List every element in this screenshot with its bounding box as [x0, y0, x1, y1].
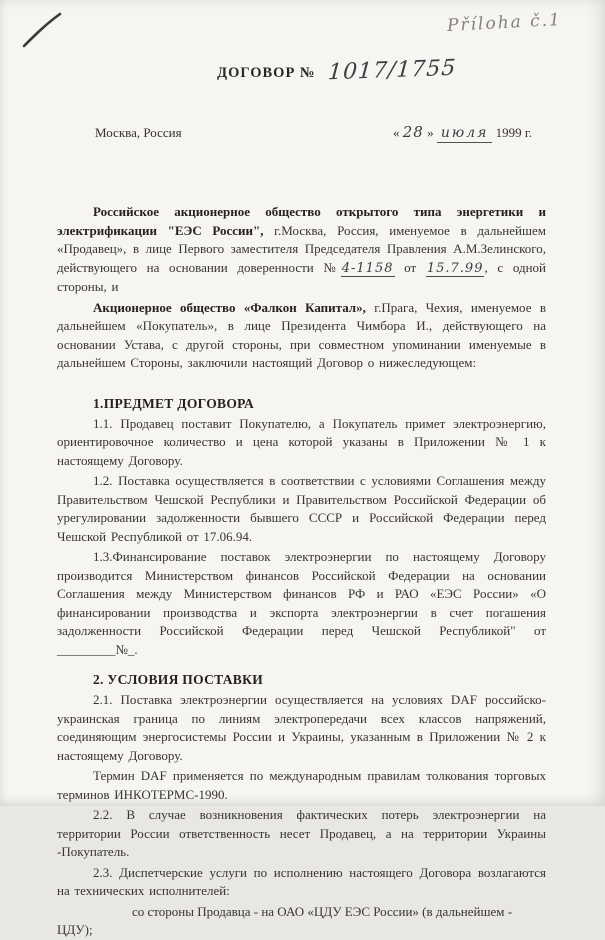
- contract-body: [0, 141, 605, 940]
- open-quote: «: [393, 125, 400, 140]
- clause-2-3: 2.3. Диспетчерские услуги по исполнению настоящего Договора возлагаются на технических исполнителей:: [57, 864, 546, 898]
- close-quote: »: [427, 125, 434, 140]
- clause-2-1-term: Термин DAF применяется по международным правилам толкования торговых терминов ИНКОТЕРМС-1990.: [57, 768, 546, 802]
- buyer-name-bold: Акционерное общество «Фалкон Капитал»,: [93, 299, 366, 315]
- seller-text: г.Москва, Россия, именуемое в дальнейшем «Продавец», в лице Первого заместителя Председателя Правления А.М.Зелинского, действующего на основании доверенности №: [57, 222, 546, 275]
- clause-2-1: 2.1. Поставка электроэнергии осуществляется на условиях DAF российско-украинская граница по линиям электропередачи всех классов напряжений, соединяющим энергосистемы России и Украины, указанным в Приложении № 2 к настоящему Договору.: [57, 692, 546, 763]
- preamble-seller-paragraph: [57, 203, 546, 297]
- clause-1-1: 1.1. Продавец поставит Покупателю, а Покупатель примет электроэнергию, ориентировочное количество и цена которой указаны в Приложении № 1 к настоящему Договору.: [57, 415, 546, 468]
- clause-1-3: 1.3.Финансирование поставок электроэнергии по настоящему Договору производится Министерством финансов Российской Федерации на основании Соглашения между Министерством финансов РФ и РАО «ЕЭС России» «О финансировании производства и экспорта электроэнергии в счет погашения задолженности Российской Федерации перед Чешской Республикой" от _________№_.: [57, 549, 546, 657]
- seller-name-bold: Российское акционерное общество открытого типа энергетики и электрификации "ЕЭС России",: [57, 204, 546, 238]
- attorney-from-word: от: [394, 259, 426, 275]
- year-label: 1999 г.: [495, 125, 532, 140]
- place-label: Москва, Россия: [95, 125, 182, 140]
- handwritten-month: июля: [437, 125, 493, 143]
- preamble-buyer-paragraph: [57, 299, 546, 373]
- section-gap: [57, 373, 546, 383]
- clause-2-2: 2.2. В случае возникновения фактических потерь электроэнергии на территории России ответственность несет Продавец, а на территории Украины -Покупатель.: [57, 807, 546, 859]
- section-2-heading: 2. УСЛОВИЯ ПОСТАВКИ: [93, 672, 264, 687]
- pen-slash-mark: [14, 6, 74, 56]
- handwritten-day: 28: [402, 123, 424, 141]
- section-1-heading: 1.ПРЕДМЕТ ДОГОВОРА: [93, 395, 255, 411]
- clause-1-2: 1.2. Поставка осуществляется в соответствии с условиями Соглашения между Правительством Чешской Республики и Правительством Российской Федерации об урегулировании задолженности бывшего СССР и Российской Федерации перед Чешской Республикой от 17.06.94.: [57, 473, 546, 544]
- contract-number-handwritten: 1017/1755: [326, 55, 457, 86]
- seller-tail-text: , с одной стороны, и: [57, 259, 546, 294]
- dateline-row: [0, 83, 605, 141]
- clause-2-3-sub-seller: со стороны Продавца - на ОАО «ЦДУ ЕЭС России» (в дальнейшем - ЦДУ);: [57, 903, 513, 937]
- handwritten-attachment-note: Příloha č.1: [446, 10, 563, 36]
- buyer-text: г.Прага, Чехия, именуемое в дальнейшем «Покупатель», в лице Президента Чимбора И., действующего на основании Устава, с другой стороны, при совместном упоминании именуемые в дальнейшем Стороны, заключили настоящий Договор о нижеследующем:: [57, 299, 546, 370]
- handwritten-attorney-date: 15.7.99: [426, 260, 484, 276]
- date-group: [393, 123, 532, 141]
- contract-title-label: ДОГОВОР №: [217, 65, 316, 81]
- handwritten-attorney-number: 4-1158: [341, 260, 394, 276]
